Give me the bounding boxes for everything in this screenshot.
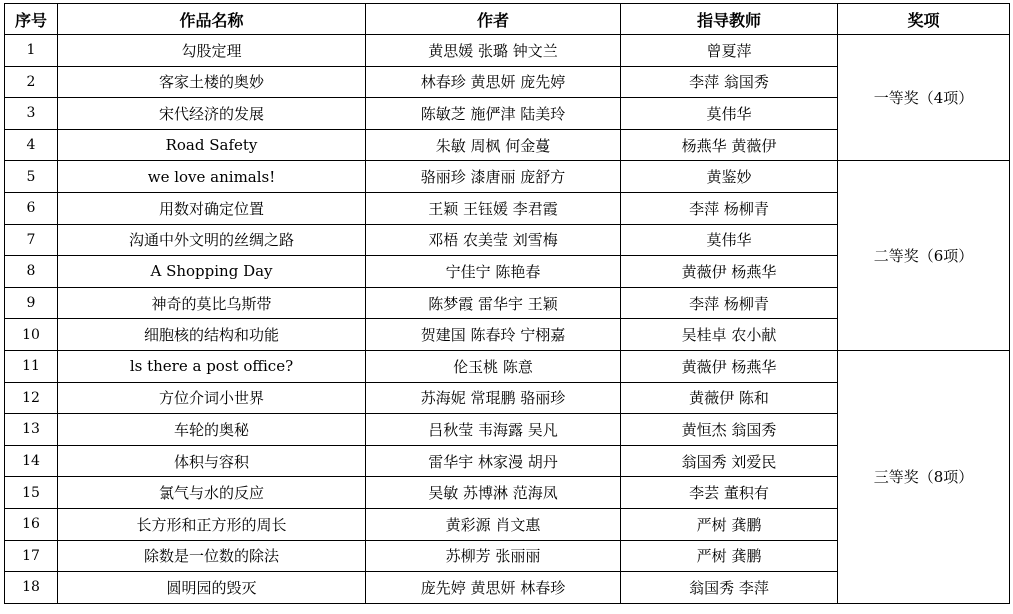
- cell-authors: 林春珍 黄思妍 庞先婷: [366, 66, 621, 98]
- cell-no: 18: [5, 572, 58, 604]
- header-title: 作品名称: [58, 4, 366, 35]
- cell-teacher: 莫伟华: [621, 224, 838, 256]
- cell-authors: 伦玉桃 陈意: [366, 350, 621, 382]
- cell-teacher: 莫伟华: [621, 98, 838, 130]
- cell-title: 方位介词小世界: [58, 382, 366, 414]
- cell-authors: 王颖 王钰媛 李君霞: [366, 192, 621, 224]
- awards-table: [4, 3, 1010, 604]
- cell-teacher: 翁国秀 李萍: [621, 572, 838, 604]
- cell-no: 14: [5, 445, 58, 477]
- header-teacher: 指导教师: [621, 4, 838, 35]
- cell-teacher: 吴桂卓 农小献: [621, 319, 838, 351]
- cell-title: we love animals!: [58, 161, 366, 193]
- cell-authors: 雷华宇 林家漫 胡丹: [366, 445, 621, 477]
- cell-award-first: 一等奖（4项）: [838, 35, 1010, 161]
- cell-teacher: 李萍 杨柳青: [621, 287, 838, 319]
- cell-award-third: 三等奖（8项）: [838, 350, 1010, 603]
- cell-authors: 庞先婷 黄思妍 林春珍: [366, 572, 621, 604]
- cell-title: 神奇的莫比乌斯带: [58, 287, 366, 319]
- cell-teacher: 黄恒杰 翁国秀: [621, 414, 838, 446]
- cell-title: Road Safety: [58, 129, 366, 161]
- cell-title: 宋代经济的发展: [58, 98, 366, 130]
- cell-no: 15: [5, 477, 58, 509]
- cell-teacher: 杨燕华 黄薇伊: [621, 129, 838, 161]
- cell-no: 4: [5, 129, 58, 161]
- cell-no: 7: [5, 224, 58, 256]
- cell-teacher: 李芸 董积有: [621, 477, 838, 509]
- cell-authors: 邓梧 农美莹 刘雪梅: [366, 224, 621, 256]
- cell-title: 勾股定理: [58, 35, 366, 67]
- cell-title: 沟通中外文明的丝绸之路: [58, 224, 366, 256]
- cell-title: A Shopping Day: [58, 256, 366, 288]
- cell-no: 5: [5, 161, 58, 193]
- cell-teacher: 黄鉴妙: [621, 161, 838, 193]
- cell-authors: 吕秋莹 韦海露 吴凡: [366, 414, 621, 446]
- cell-authors: 陈敏芝 施俨津 陆美玲: [366, 98, 621, 130]
- cell-title: 氯气与水的反应: [58, 477, 366, 509]
- cell-no: 13: [5, 414, 58, 446]
- cell-teacher: 严树 龚鹏: [621, 540, 838, 572]
- cell-no: 6: [5, 192, 58, 224]
- cell-title: ls there a post office?: [58, 350, 366, 382]
- cell-teacher: 黄薇伊 杨燕华: [621, 256, 838, 288]
- cell-title: 长方形和正方形的周长: [58, 508, 366, 540]
- cell-award-second: 二等奖（6项）: [838, 161, 1010, 351]
- cell-teacher: 李萍 翁国秀: [621, 66, 838, 98]
- cell-authors: 黄彩源 肖文惠: [366, 508, 621, 540]
- cell-authors: 陈梦霞 雷华宇 王颖: [366, 287, 621, 319]
- cell-no: 11: [5, 350, 58, 382]
- header-row: [5, 4, 1010, 35]
- cell-title: 车轮的奥秘: [58, 414, 366, 446]
- cell-no: 2: [5, 66, 58, 98]
- header-no: 序号: [5, 4, 58, 35]
- cell-authors: 朱敏 周枫 何金蔓: [366, 129, 621, 161]
- table-row: [5, 350, 1010, 382]
- cell-teacher: 黄薇伊 陈和: [621, 382, 838, 414]
- cell-authors: 骆丽珍 漆唐丽 庞舒方: [366, 161, 621, 193]
- cell-authors: 宁佳宁 陈艳春: [366, 256, 621, 288]
- cell-no: 9: [5, 287, 58, 319]
- table-row: [5, 35, 1010, 67]
- cell-authors: 苏柳芳 张丽丽: [366, 540, 621, 572]
- header-authors: 作者: [366, 4, 621, 35]
- cell-authors: 贺建国 陈春玲 宁栩嘉: [366, 319, 621, 351]
- cell-title: 细胞核的结构和功能: [58, 319, 366, 351]
- cell-title: 除数是一位数的除法: [58, 540, 366, 572]
- cell-no: 8: [5, 256, 58, 288]
- header-award: 奖项: [838, 4, 1010, 35]
- cell-no: 1: [5, 35, 58, 67]
- table-row: [5, 161, 1010, 193]
- cell-teacher: 严树 龚鹏: [621, 508, 838, 540]
- cell-no: 12: [5, 382, 58, 414]
- cell-title: 体积与容积: [58, 445, 366, 477]
- cell-no: 10: [5, 319, 58, 351]
- cell-teacher: 李萍 杨柳青: [621, 192, 838, 224]
- cell-authors: 吴敏 苏博淋 范海凤: [366, 477, 621, 509]
- cell-title: 圆明园的毁灭: [58, 572, 366, 604]
- cell-title: 用数对确定位置: [58, 192, 366, 224]
- cell-authors: 黄思媛 张璐 钟文兰: [366, 35, 621, 67]
- cell-teacher: 黄薇伊 杨燕华: [621, 350, 838, 382]
- cell-title: 客家土楼的奥妙: [58, 66, 366, 98]
- cell-no: 16: [5, 508, 58, 540]
- cell-teacher: 翁国秀 刘爱民: [621, 445, 838, 477]
- cell-teacher: 曾夏萍: [621, 35, 838, 67]
- cell-authors: 苏海妮 常琨鹏 骆丽珍: [366, 382, 621, 414]
- cell-no: 17: [5, 540, 58, 572]
- cell-no: 3: [5, 98, 58, 130]
